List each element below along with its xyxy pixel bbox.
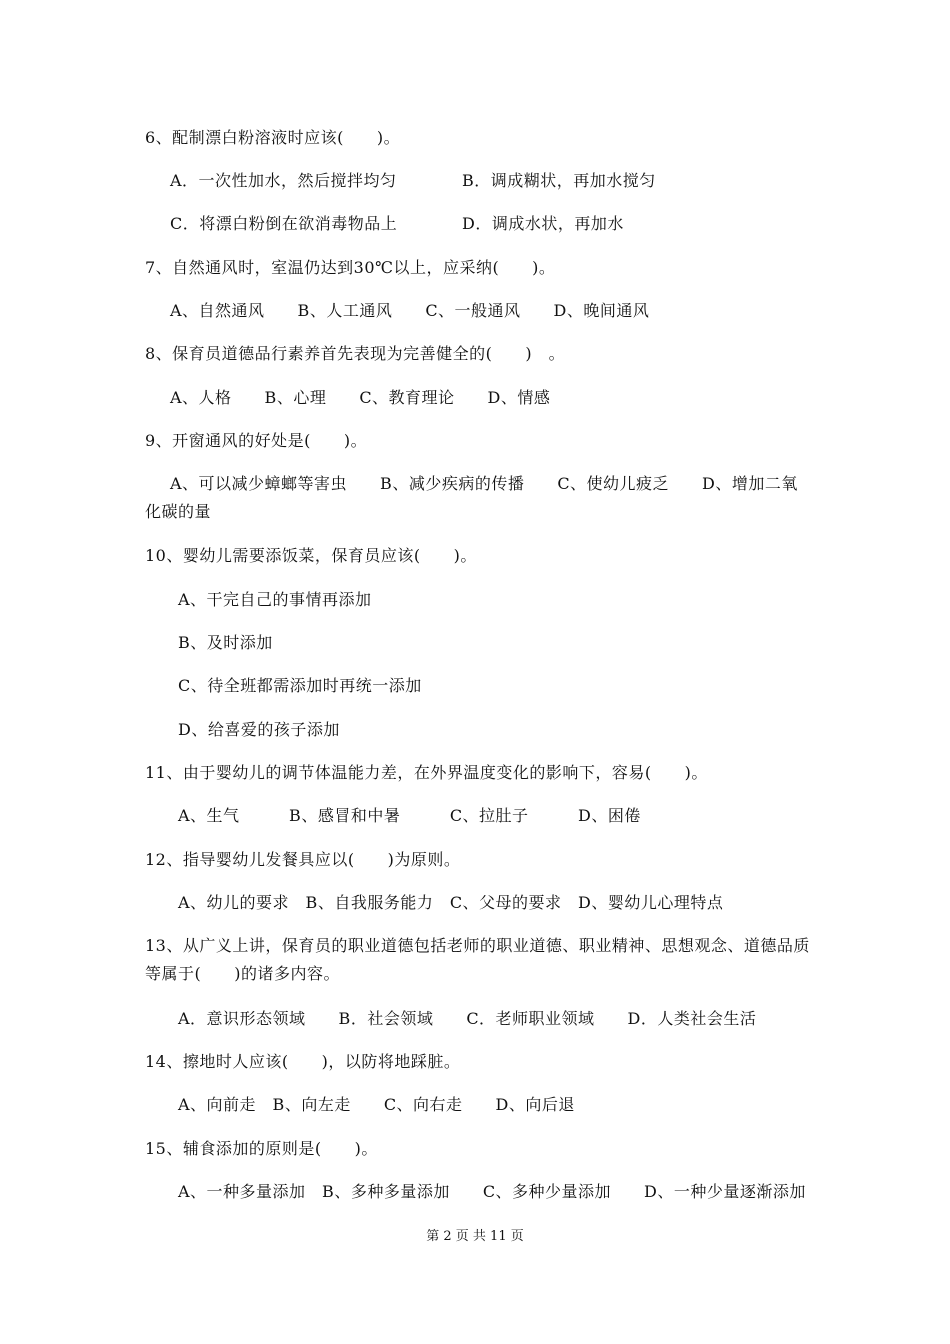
question-6-option-b: B．调成糊状，再加水搅匀 [462,171,656,190]
question-10-stem: 10、婴幼儿需要添饭菜，保育员应该( )。 [145,546,477,565]
question-13-stem: 13、从广义上讲，保育员的职业道德包括老师的职业道德、职业精神、思想观念、道德品质等属于( )的诸多内容。 [145,936,810,983]
question-10-option-c: C、待全班都需添加时再统一添加 [178,676,422,695]
question-10-option-d: D、给喜爱的孩子添加 [178,720,340,739]
question-9-options: A、可以减少蟑螂等害虫 B、减少疾病的传播 C、使幼儿疲乏 D、增加二氧化碳的量 [145,474,798,521]
question-15-options: A、一种多量添加 B、多种多量添加 C、多种少量添加 D、一种少量逐渐添加 [178,1182,806,1201]
question-6-option-d: D．调成水状，再加水 [462,214,624,233]
question-8-options: A、人格 B、心理 C、教育理论 D、情感 [170,388,551,407]
question-6-option-a: A．一次性加水，然后搅拌均匀 [170,171,397,190]
question-12-stem: 12、指导婴幼儿发餐具应以( )为原则。 [145,850,461,869]
question-6-option-c: C．将漂白粉倒在欲消毒物品上 [170,214,398,233]
question-8-stem: 8、保育员道德品行素养首先表现为完善健全的( ) 。 [145,344,566,363]
question-7-options: A、自然通风 B、人工通风 C、一般通风 D、晚间通风 [170,301,650,320]
question-6-stem: 6、配制漂白粉溶液时应该( )。 [145,128,401,147]
page-number-footer: 第 2 页 共 11 页 [426,1229,524,1244]
question-14-stem: 14、擦地时人应该( )，以防将地踩脏。 [145,1052,461,1071]
question-11-options: A、生气 B、感冒和中暑 C、拉肚子 D、困倦 [178,806,641,825]
question-14-options: A、向前走 B、向左走 C、向右走 D、向后退 [178,1095,575,1114]
question-13-options: A．意识形态领域 B．社会领域 C．老师职业领域 D．人类社会生活 [178,1009,757,1028]
question-9-stem: 9、开窗通风的好处是( )。 [145,431,368,450]
question-10-option-b: B、及时添加 [178,633,273,652]
question-12-options: A、幼儿的要求 B、自我服务能力 C、父母的要求 D、婴幼儿心理特点 [178,893,724,912]
question-7-stem: 7、自然通风时，室温仍达到30℃以上，应采纳( )。 [145,258,556,277]
question-11-stem: 11、由于婴幼儿的调节体温能力差，在外界温度变化的影响下，容易( )。 [145,763,708,782]
question-15-stem: 15、辅食添加的原则是( )。 [145,1139,378,1158]
question-10-option-a: A、干完自己的事情再添加 [178,590,372,609]
